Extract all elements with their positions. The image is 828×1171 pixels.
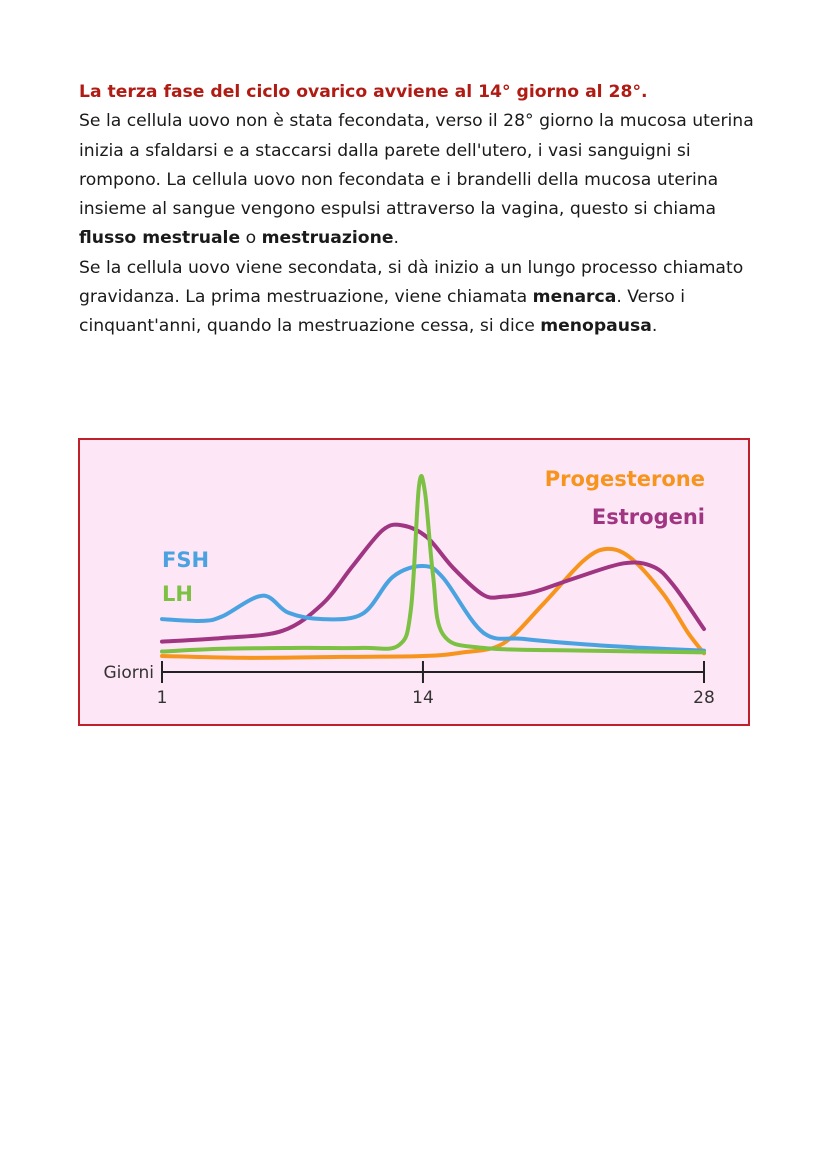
paragraph-menstruation bbox=[79, 107, 769, 253]
p1-text1: Se la cellula uovo non è stata fecondata, verso il 28° giorno la mucosa uterina inizia a sfaldarsi e a staccarsi dalla parete dell'utero, i vasi sanguigni si rompono. La cellula uovo non fecondata e i brandelli della mucosa uterina insieme al sangue vengono espulsi attraverso la vagina, questo si chiama bbox=[79, 111, 754, 220]
p1-bold-mestruazione: mestruazione bbox=[261, 228, 394, 249]
p2-text2: . Verso i cinquant'anni, quando la mestruazione cessa, si dice bbox=[79, 287, 686, 337]
x-ticks bbox=[157, 661, 715, 708]
p1-text2: o bbox=[240, 228, 262, 249]
legend-label-estrogeni: Estrogeni bbox=[591, 505, 705, 529]
x-axis bbox=[104, 661, 715, 708]
x-tick-label: 28 bbox=[693, 688, 715, 708]
text-block bbox=[79, 78, 769, 342]
x-axis-label: Giorni bbox=[103, 663, 154, 683]
p2-text1: Se la cellula uovo viene secondata, si dà inizio a un lungo processo chiamato gravidanza. La prima mestruazione, viene chiamata bbox=[79, 257, 744, 308]
x-tick-label: 1 bbox=[156, 688, 168, 708]
p2-bold-menarca: menarca bbox=[532, 287, 617, 308]
page-heading: La terza fase del ciclo ovarico avviene al 14° giorno al 28°. bbox=[79, 82, 648, 102]
hormone-chart-svg bbox=[80, 440, 748, 724]
hormone-chart bbox=[78, 438, 750, 726]
legend-label-fsh: FSH bbox=[162, 548, 210, 572]
p2-bold-menopausa: menopausa bbox=[540, 316, 652, 337]
p2-text3: . bbox=[651, 316, 658, 337]
x-tick-label: 14 bbox=[412, 688, 434, 708]
legend-label-progesterone: Progesterone bbox=[544, 467, 705, 491]
curves-group bbox=[162, 476, 704, 658]
paragraph-pregnancy bbox=[79, 254, 769, 342]
p1-text3: . bbox=[393, 228, 399, 249]
p1-bold-flusso: flusso mestruale bbox=[79, 228, 241, 249]
legend-label-lh: LH bbox=[162, 582, 193, 606]
